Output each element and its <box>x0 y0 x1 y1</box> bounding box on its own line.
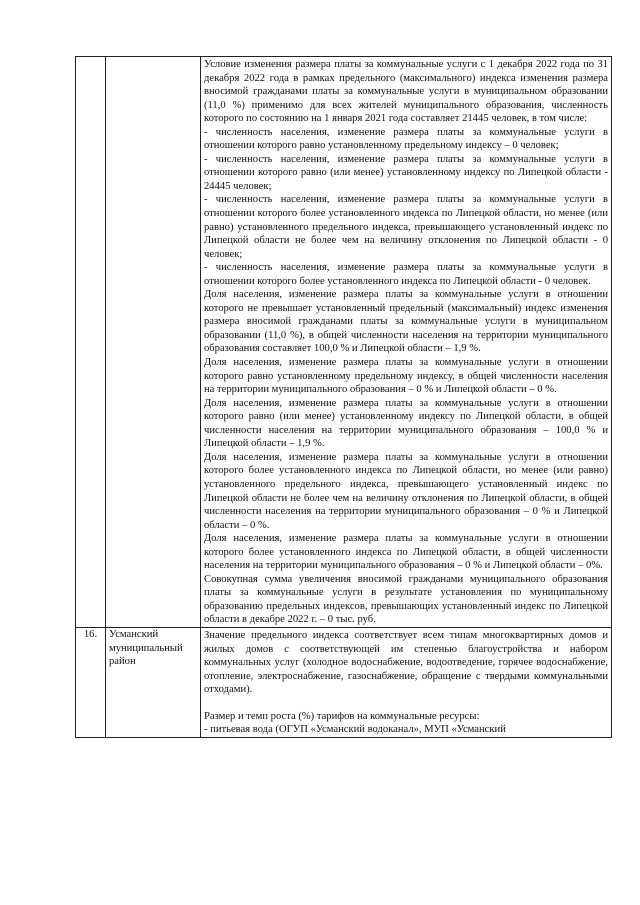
district-name-cell: Усманский муниципальный район <box>106 627 201 737</box>
paragraph: Условие изменения размера платы за коммунальные услуги с 1 декабря 2022 года по 31 декабря 2022 года в рамках предельного (максимального) индекса изменения размера вносимой гражданами платы за коммунальные услуги в муниципальном образовании (11,0 %) применимо для всех жителей муниципального образования, численность которого по состоянию на 1 января 2021 года составляет 21445 человек, в том числе: <box>204 59 608 125</box>
paragraph: Совокупная сумма увеличения вносимой гражданами муниципального образования платы за коммунальные услуги в результате установления по муниципальному образованию предельных индексов, превышающих установленный индекс по Липецкой области в декабре 2022 г. – 0 тыс. руб. <box>204 573 608 626</box>
paragraph: - численность населения, изменение размера платы за коммунальные услуги в отношении которого равно (или менее) установленному индексу по Липецкой области - 24445 человек; <box>204 153 608 192</box>
paragraph: Доля населения, изменение размера платы за коммунальные услуги в отношении которого равно (или менее) установленному индексу по Липецкой области, в общей численности населения на территории муниципального образования – 100,0 % и Липецкой области – 1,9 %. <box>204 397 608 450</box>
row-number-cell <box>76 57 106 628</box>
row-number-cell: 16. <box>76 627 106 737</box>
table-row <box>76 627 612 737</box>
tariff-table <box>75 56 612 738</box>
table-row <box>76 57 612 628</box>
paragraph: - численность населения, изменение размера платы за коммунальные услуги в отношении которого равно установленному предельному индексу – 0 человек; <box>204 126 608 152</box>
paragraph: Значение предельного индекса соответствует всем типам многоквартирных домов и жилых домов с соответствующей им степенью благоустройства и набором коммунальных услуг (холодное водоснабжение, водоотведение, горячее водоснабжение, отопление, электроснабжение, газоснабжение, обращение с твердыми коммунальными отходами). <box>204 629 608 696</box>
paragraph: - питьевая вода (ОГУП «Усманский водоканал», МУП «Усманский <box>204 724 506 736</box>
row-content-cell <box>201 57 612 628</box>
paragraph: Доля населения, изменение размера платы за коммунальные услуги в отношении которого равно установленному предельному индексу, в общей численности населения на территории муниципального образования – 0 % и Липецкой области – 0 %. <box>204 357 608 396</box>
paragraph: - численность населения, изменение размера платы за коммунальные услуги в отношении которого более установленного индекса по Липецкой области, но менее (или равно) установленного предельного индекса, превышающего установленный индекс по Липецкой области не более чем на величину отклонения по Липецкой области - 0 человек; <box>204 194 608 260</box>
paragraph: Доля населения, изменение размера платы за коммунальные услуги в отношении которого не превышает установленный предельный (максимальный) индекс изменения размера вносимой гражданами платы за коммунальные услуги в муниципальном образовании (11,0 %), в общей численности населения на территории муниципального образования составляет 100,0 % и Липецкой области – 1,9 %. <box>204 289 608 355</box>
blank-line <box>204 697 608 710</box>
paragraph: Размер и темп роста (%) тарифов на коммунальные ресурсы: <box>204 710 480 722</box>
district-name-cell <box>106 57 201 628</box>
paragraph: Доля населения, изменение размера платы за коммунальные услуги в отношении которого более установленного индекса по Липецкой области, в общей численности населения на территории муниципального образования – 0 % и Липецкой области – 0%. <box>204 533 608 572</box>
paragraph: - численность населения, изменение размера платы за коммунальные услуги в отношении которого более установленного индекса по Липецкой области - 0 человек. <box>204 262 608 287</box>
paragraph: Доля населения, изменение размера платы за коммунальные услуги в отношении которого более установленного индекса по Липецкой области, но менее (или равно) установленного предельного индекса, превышающего установленный индекс по Липецкой области не более чем на величину отклонения по Липецкой области, в общей численности населения на территории муниципального образования – 0 % и Липецкой области – 0 %. <box>204 451 608 531</box>
row-content-cell <box>201 627 612 737</box>
